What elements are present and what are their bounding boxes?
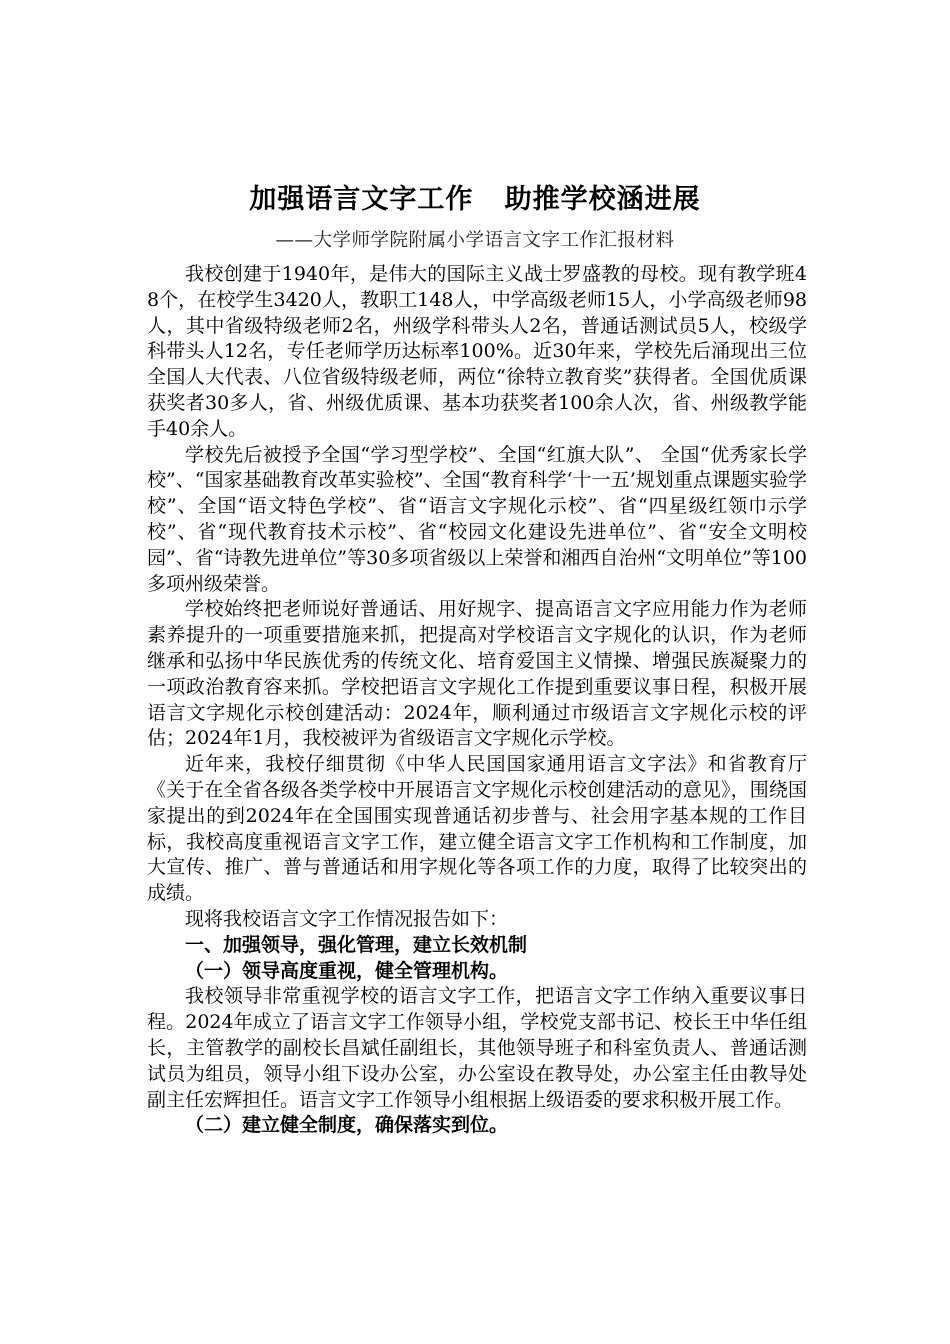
document-body [147, 262, 807, 1139]
paragraph-recent-years: 近年来，我校仔细贯彻《中华人民国国家通用语言文字法》和省教育厅《关于在全省各级各类学校中开展语言文字规化示校创建活动的意见》，围绕国家提出的到2024年在全国围实现普通话初步普与、社会用字基本规的工作目标，我校高度重视语言文字工作，建立健全语言文字工作机构和工作制度，加大宣传、推广、普与普通话和用字规化等各项工作的力度，取得了比较突出的成绩。 [147, 753, 807, 905]
subsection-heading-1-2: （二）建立健全制度，确保落实到位。 [185, 1114, 509, 1137]
paragraph-school-intro: 我校创建于1940年，是伟大的国际主义战士罗盛教的母校。现有教学班48个，在校学生3420人，教职工148人，中学高级老师15人，小学高级老师98人，其中省级特级老师2名，州级学科带头人2名，普通话测试员5人，校级学科带头人12名，专任老师学历达标率100%。近30年来，学校先后涌现出三位全国人大代表、八位省级特级老师，两位“徐特立教育奖”获得者。全国优质课获奖者30多人，省、州级优质课、基本功获奖者100余人次，省、州级教学能手40余人。 [147, 263, 807, 440]
section-heading-1: 一、加强领导，强化管理，建立长效机制 [185, 933, 528, 956]
document-subtitle: ——大学师学院附属小学语言文字工作汇报材料 [275, 230, 675, 251]
document-title: 加强语言文字工作 助推学校涵进展 [249, 184, 701, 215]
subsection-heading-1-1: （一）领导高度重视，健全管理机构。 [185, 959, 509, 982]
paragraph-report-intro: 现将我校语言文字工作情况报告如下： [185, 907, 509, 930]
paragraph-leadership: 我校领导非常重视学校的语言文字工作，把语言文字工作纳入重要议事日程。2024年成立了语言文字工作领导小组，学校党支部书记、校长王中华任组长，主管教学的副校长昌斌任副组长，其他领导班子和科室负责人、普通话测试员为组员，领导小组下设办公室，办公室设在教导处，办公室主任由教导处副主任宏辉担任。语言文字工作领导小组根据上级语委的要求积极开展工作。 [147, 985, 807, 1111]
paragraph-language-standard: 学校始终把老师说好普通话、用好规字、提高语言文字应用能力作为老师素养提升的一项重要措施来抓，把提高对学校语言文字规化的认识，作为老师继承和弘扬中华民族优秀的传统文化、培育爱国主义情操、增强民族凝聚力的一项政治教育容来抓。学校把语言文字规化工作提到重要议事日程，积极开展语言文字规化示校创建活动：2024年，顺利通过市级语言文字规化示校的评估；2024年1月，我校被评为省级语言文字规化示学校。 [147, 598, 807, 750]
paragraph-honors: 学校先后被授予全国“学习型学校”、全国“红旗大队”、 全国“优秀家长学校”、“国家基础教育改革实验校”、全国“教育科学‘十一五’规划重点课题实验学校”、全国“语文特色学校”、省“语言文字规化示校”、省“四星级红领巾示学校”、省“现代教育技术示校”、省“校园文化建设先进单位”、省“安全文明校园”、省“诗教先进单位”等30多项省级以上荣誉和湘西自治州“文明单位”等100多项州级荣誉。 [147, 443, 808, 595]
